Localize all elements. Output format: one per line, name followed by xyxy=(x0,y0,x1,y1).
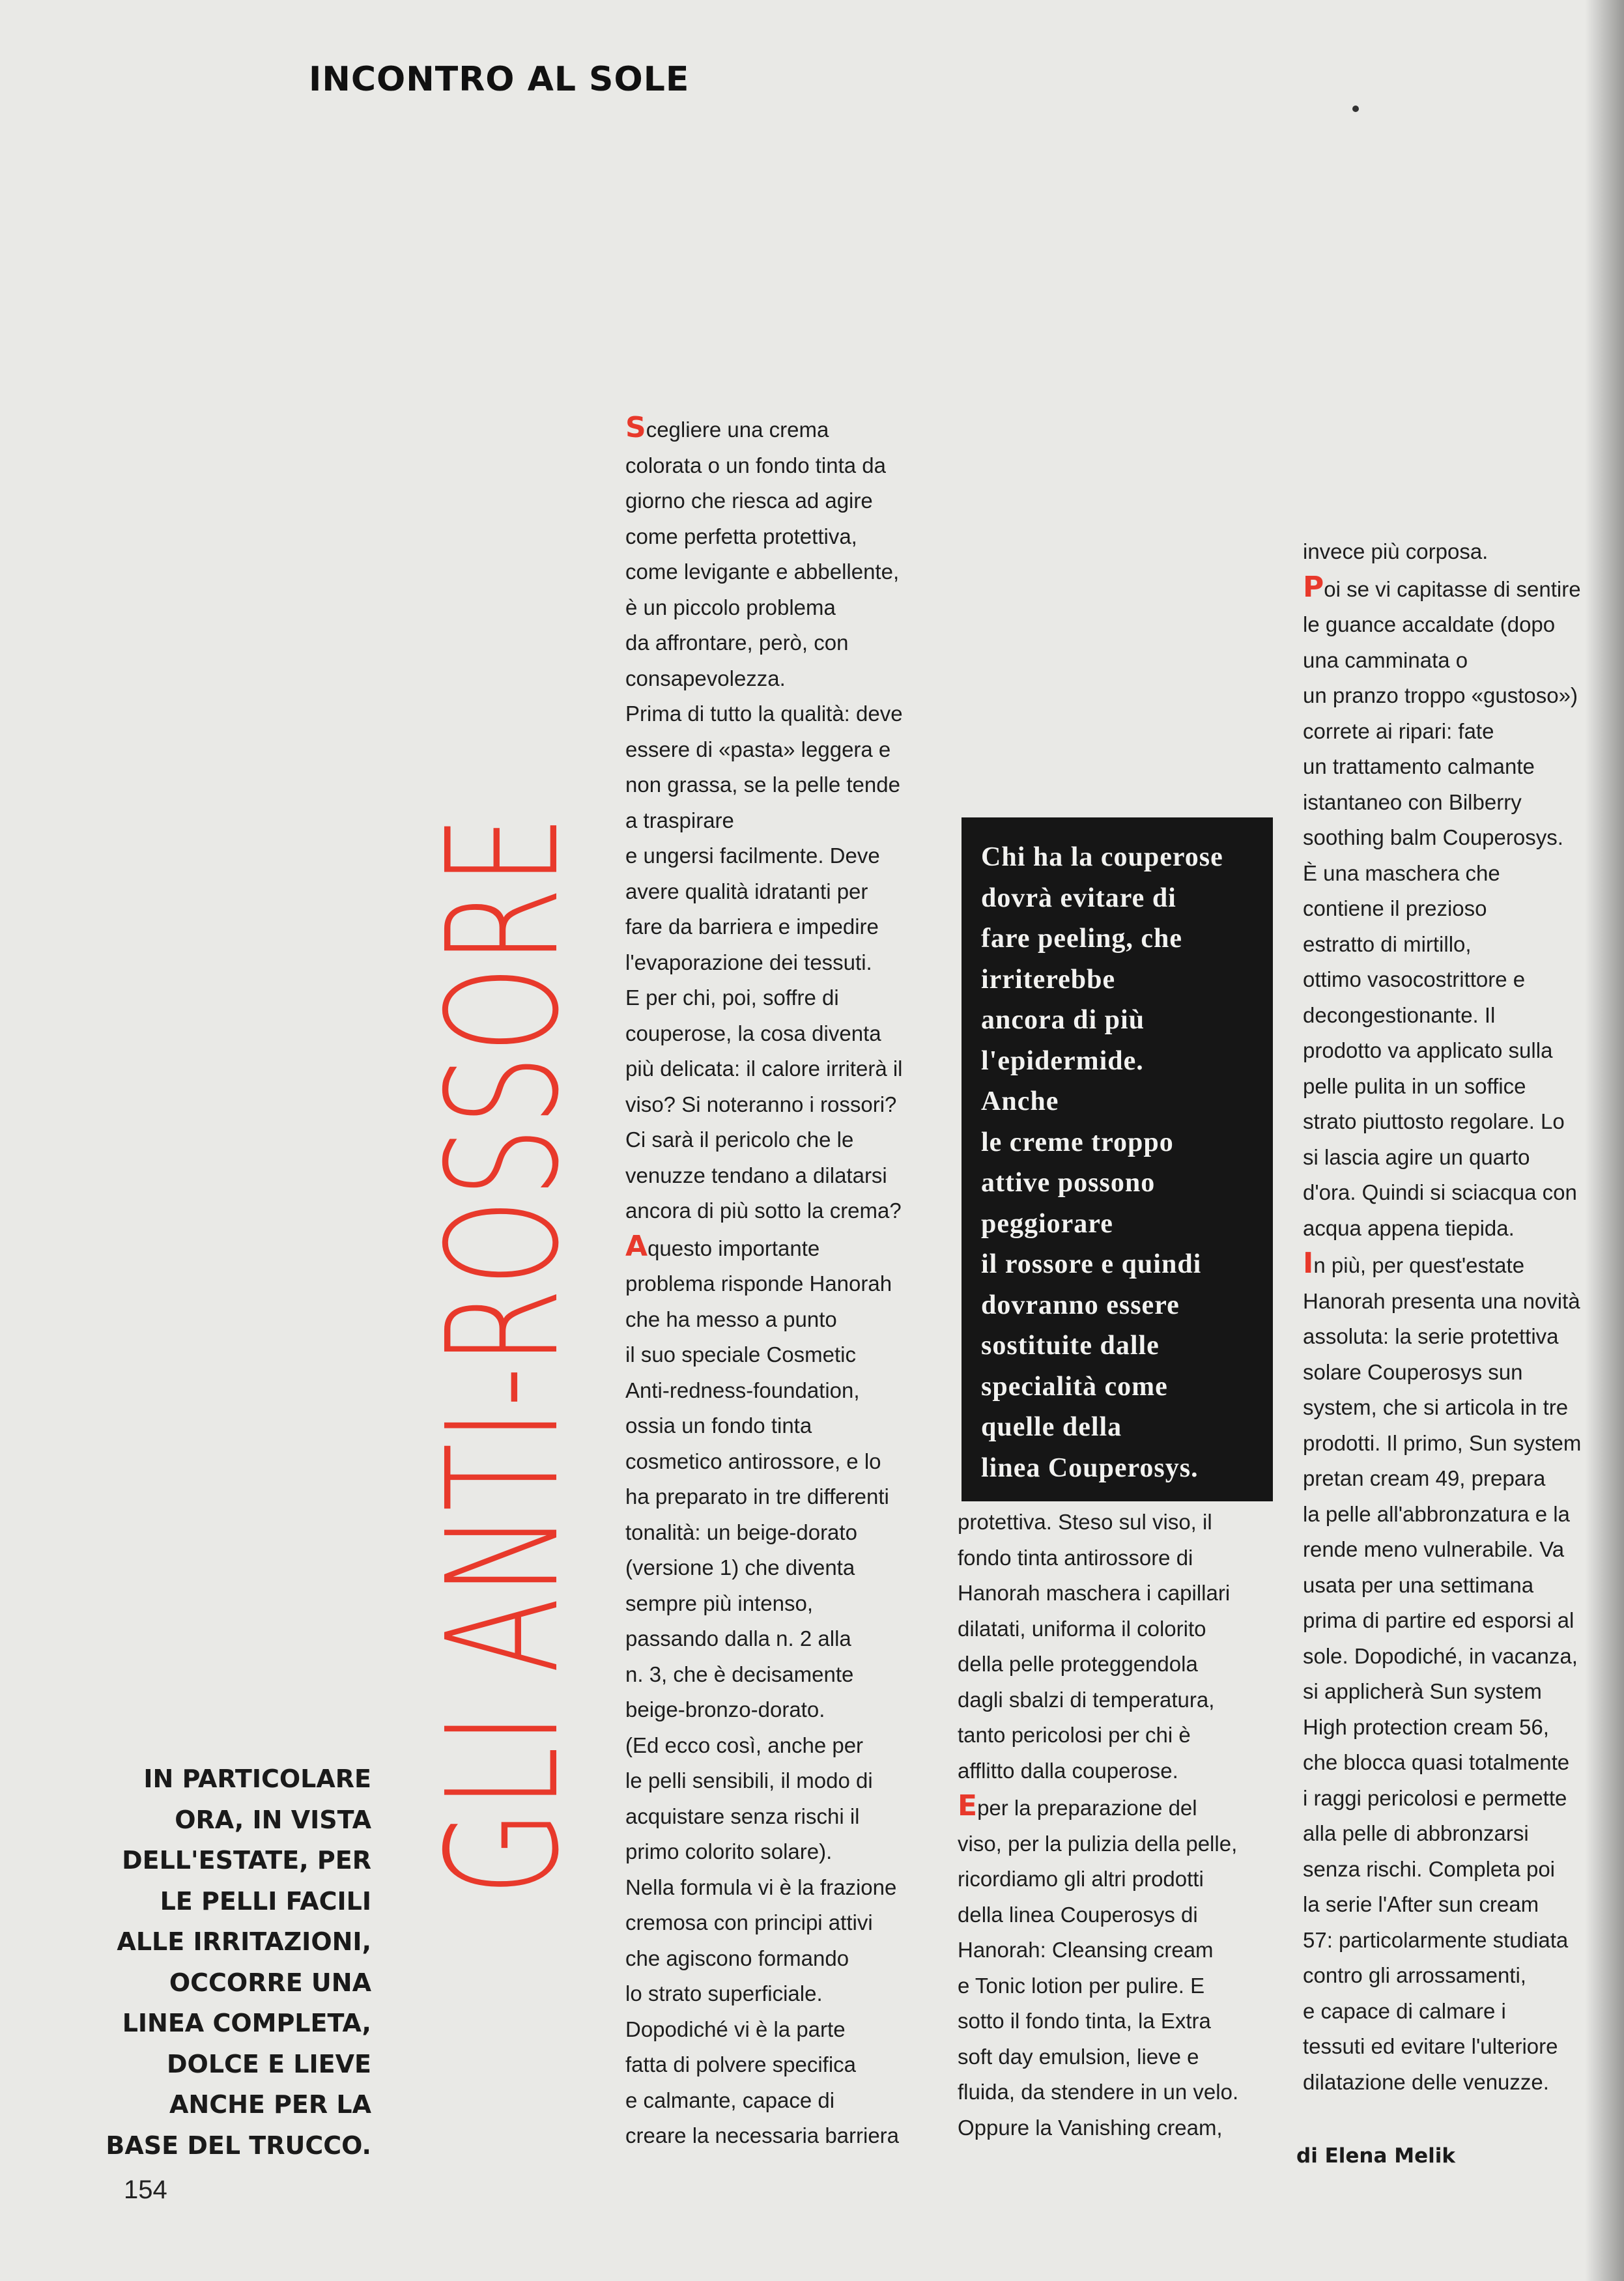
drop-cap-line-text: questo importante xyxy=(648,1236,820,1260)
body-text-line: fluida, da stendere in un velo. xyxy=(958,2080,1239,2104)
body-text-line: le pelli sensibili, il modo di xyxy=(625,1768,873,1792)
body-text-line: che agiscono formando xyxy=(625,1946,849,1970)
drop-cap: E xyxy=(958,1789,978,1822)
body-text-line: sempre più intenso, xyxy=(625,1591,813,1615)
body-text-line: Dopodiché vi è la parte xyxy=(625,2017,846,2041)
body-text-line: più delicata: il calore irriterà il xyxy=(625,1056,903,1081)
body-text-line: È una maschera che xyxy=(1303,860,1500,885)
text-column-2 xyxy=(958,1505,1277,2146)
section-label: INCONTRO AL SOLE xyxy=(309,60,690,99)
drop-cap-line-text: per la preparazione del xyxy=(977,1796,1197,1820)
body-text-line: non grassa, se la pelle tende xyxy=(625,772,900,797)
deck-line: ANCHE PER LA xyxy=(169,2090,371,2119)
text-column-3 xyxy=(1303,534,1603,2100)
body-text-line: dilatazione delle venuzze. xyxy=(1303,2069,1549,2094)
body-text-line: ricordiamo gli altri prodotti xyxy=(958,1867,1204,1891)
body-text-line: viso, per la pulizia della pelle, xyxy=(958,1831,1238,1856)
body-text-line: n. 3, che è decisamente xyxy=(625,1662,854,1686)
pull-quote xyxy=(962,817,1273,1501)
body-text-line: E per chi, poi, soffre di xyxy=(625,985,839,1010)
body-text-line: Nella formula vi è la frazione xyxy=(625,1875,897,1899)
body-text-line: sole. Dopodiché, in vacanza, xyxy=(1303,1643,1578,1668)
deck-line: DOLCE E LIEVE xyxy=(166,2049,371,2078)
body-text-line xyxy=(1303,1246,1603,1284)
body-text-line: pelle pulita in un soffice xyxy=(1303,1073,1526,1098)
body-text-line: Oppure la Vanishing cream, xyxy=(958,2115,1223,2140)
body-text-line: che ha messo a punto xyxy=(625,1307,837,1331)
body-text-line: viso? Si noteranno i rossori? xyxy=(625,1092,897,1116)
body-text-line: Prima di tutto la qualità: deve xyxy=(625,701,903,726)
pull-quote-line: dovrà evitare di xyxy=(981,883,1176,913)
pull-quote-line: Chi ha la couperose xyxy=(981,842,1223,872)
body-text-line: si applicherà Sun system xyxy=(1303,1679,1542,1703)
page-number: 154 xyxy=(124,2175,167,2204)
body-text-line: beige-bronzo-dorato. xyxy=(625,1697,825,1721)
body-text-line: come levigante e abbellente, xyxy=(625,560,900,584)
pull-quote-line: specialità come xyxy=(981,1371,1168,1402)
body-text-line: usata per una settimana xyxy=(1303,1572,1534,1597)
drop-cap: I xyxy=(1303,1247,1314,1280)
text-column-1 xyxy=(625,410,938,2154)
body-text-line: a traspirare xyxy=(625,808,734,832)
body-text-line: contro gli arrossamenti, xyxy=(1303,1963,1526,1987)
body-text-line: contiene il prezioso xyxy=(1303,896,1487,920)
deck-line: BASE DEL TRUCCO. xyxy=(106,2131,371,2160)
body-text-line: lo strato superficiale. xyxy=(625,1981,823,2005)
pull-quote-line: le creme troppo xyxy=(981,1127,1174,1157)
body-text-line: fare da barriera e impedire xyxy=(625,914,879,939)
drop-cap-line-text: oi se vi capitasse di sentire xyxy=(1324,576,1581,601)
body-text-line: della linea Couperosys di xyxy=(958,1902,1198,1927)
print-speck xyxy=(1352,106,1359,112)
body-text-line: fondo tinta antirossore di xyxy=(958,1545,1193,1570)
body-text-line: invece più corposa. xyxy=(1303,539,1489,563)
title-container xyxy=(403,547,605,2162)
pull-quote-line: peggiorare xyxy=(981,1208,1113,1239)
body-text-line: cosmetico antirossore, e lo xyxy=(625,1449,881,1473)
body-text-line: ossia un fondo tinta xyxy=(625,1413,812,1438)
body-text-line: una camminata o xyxy=(1303,647,1468,672)
deck-line: IN PARTICOLARE xyxy=(143,1764,371,1793)
body-text-line: soothing balm Couperosys. xyxy=(1303,825,1563,849)
body-text-line: estratto di mirtillo, xyxy=(1303,931,1472,956)
body-text-line: la serie l'After sun cream xyxy=(1303,1892,1539,1916)
body-text-line: ha preparato in tre differenti xyxy=(625,1484,889,1509)
body-text-line: tessuti ed evitare l'ulteriore xyxy=(1303,2034,1558,2058)
drop-cap: P xyxy=(1303,570,1324,604)
pull-quote-line: dovranno essere xyxy=(981,1290,1180,1320)
body-text-line: tanto pericolosi per chi è xyxy=(958,1723,1191,1747)
pull-quote-text xyxy=(981,837,1223,1488)
body-text-line xyxy=(1303,570,1603,608)
body-text-line: d'ora. Quindi si sciacqua con xyxy=(1303,1180,1577,1204)
body-text-line: ancora di più sotto la crema? xyxy=(625,1198,902,1223)
body-text-line: il suo speciale Cosmetic xyxy=(625,1342,856,1367)
pull-quote-line: il rossore e quindi xyxy=(981,1249,1202,1279)
body-text-line: Ci sarà il pericolo che le xyxy=(625,1127,854,1152)
body-text-line: e ungersi facilmente. Deve xyxy=(625,843,880,868)
body-text-line: prodotti. Il primo, Sun system xyxy=(1303,1430,1582,1455)
body-text-line: si lascia agire un quarto xyxy=(1303,1144,1530,1169)
body-text-line: e Tonic lotion per pulire. E xyxy=(958,1973,1205,1998)
drop-cap: S xyxy=(625,411,646,444)
body-text-line: l'evaporazione dei tessuti. xyxy=(625,950,872,974)
body-text-line: prima di partire ed esporsi al xyxy=(1303,1608,1574,1632)
pull-quote-line: irriterebbe xyxy=(981,964,1116,995)
body-text-line: fatta di polvere specifica xyxy=(625,2052,857,2076)
pull-quote-line: linea Couperosys. xyxy=(981,1452,1199,1483)
body-text-line: che blocca quasi totalmente xyxy=(1303,1750,1570,1774)
body-text-line: un pranzo troppo «gustoso») xyxy=(1303,683,1578,707)
body-text-line: cremosa con principi attivi xyxy=(625,1910,873,1934)
body-text-line: istantaneo con Bilberry xyxy=(1303,789,1522,814)
body-text-line: creare la necessaria barriera xyxy=(625,2123,900,2147)
page-edge-shadow xyxy=(1585,0,1624,2281)
body-text-line: giorno che riesca ad agire xyxy=(625,489,873,513)
pull-quote-line: l'epidermide. xyxy=(981,1045,1144,1076)
body-text-line: la pelle all'abbronzatura e la xyxy=(1303,1501,1570,1526)
body-text-line: (versione 1) che diventa xyxy=(625,1555,855,1580)
body-text-line: dilatati, uniforma il colorito xyxy=(958,1616,1206,1641)
body-text-line: Anti-redness-foundation, xyxy=(625,1378,860,1402)
deck-line: OCCORRE UNA xyxy=(169,1968,371,1997)
body-text-line: afflitto dalla couperose. xyxy=(958,1758,1178,1783)
body-text-line: Hanorah maschera i capillari xyxy=(958,1581,1231,1605)
body-text-line: 57: particolarmente studiata xyxy=(1303,1927,1569,1952)
article-deck xyxy=(98,1759,371,2166)
pull-quote-line: fare peeling, che xyxy=(981,924,1182,954)
body-text-line: pretan cream 49, prepara xyxy=(1303,1466,1546,1490)
body-text-line: come perfetta protettiva, xyxy=(625,524,857,548)
body-text-line: un trattamento calmante xyxy=(1303,754,1535,778)
body-text-line: solare Couperosys sun xyxy=(1303,1359,1523,1384)
body-text-line: soft day emulsion, lieve e xyxy=(958,2044,1199,2069)
body-text-line: strato piuttosto regolare. Lo xyxy=(1303,1109,1565,1133)
pull-quote-line: attive possono xyxy=(981,1168,1156,1198)
body-text-line: Hanorah: Cleansing cream xyxy=(958,1938,1214,1962)
body-text-line xyxy=(625,1229,938,1267)
drop-cap: A xyxy=(625,1229,648,1263)
deck-line: DELL'ESTATE, PER xyxy=(122,1846,371,1875)
body-text-line: ottimo vasocostrittore e xyxy=(1303,967,1526,991)
body-text-line: system, che si articola in tre xyxy=(1303,1395,1569,1419)
body-text-line: consapevolezza. xyxy=(625,666,786,690)
body-text-line: prodotto va applicato sulla xyxy=(1303,1038,1553,1062)
body-text-line: protettiva. Steso sul viso, il xyxy=(958,1510,1212,1534)
body-text-line xyxy=(625,410,938,448)
deck-line: ALLE IRRITAZIONI, xyxy=(117,1927,371,1956)
body-text-line: da affrontare, però, con xyxy=(625,630,849,655)
body-text-line: alla pelle di abbronzarsi xyxy=(1303,1821,1529,1845)
body-text-line: e capace di calmare i xyxy=(1303,1998,1506,2023)
body-text-line xyxy=(958,1789,1277,1826)
article-title-text: GLI ANTI-ROSSORE xyxy=(414,814,593,1896)
body-text-line: acquistare senza rischi il xyxy=(625,1804,860,1828)
body-text-line: (Ed ecco così, anche per xyxy=(625,1733,864,1757)
drop-cap-line-text: cegliere una crema xyxy=(646,418,829,442)
body-text-line: problema risponde Hanorah xyxy=(625,1271,892,1296)
body-text-line: primo colorito solare). xyxy=(625,1839,833,1863)
body-text-line: dagli sbalzi di temperatura, xyxy=(958,1687,1215,1712)
pull-quote-line: ancora di più xyxy=(981,1005,1145,1035)
body-text-line: le guance accaldate (dopo xyxy=(1303,612,1556,636)
body-text-line: correte ai ripari: fate xyxy=(1303,718,1494,743)
pull-quote-line: sostituite dalle xyxy=(981,1331,1160,1361)
pull-quote-line: Anche xyxy=(981,1086,1059,1116)
pull-quote-line: quelle della xyxy=(981,1412,1122,1442)
body-text-line: rende meno vulnerabile. Va xyxy=(1303,1537,1565,1561)
body-text-line: è un piccolo problema xyxy=(625,595,836,619)
body-text-line: decongestionante. Il xyxy=(1303,1002,1496,1027)
byline: di Elena Melik xyxy=(1296,2144,1455,2168)
deck-line: LINEA COMPLETA, xyxy=(122,2009,371,2037)
body-text-line: sotto il fondo tinta, la Extra xyxy=(958,2009,1211,2033)
body-text-line: e calmante, capace di xyxy=(625,2088,835,2112)
body-text-line: couperose, la cosa diventa xyxy=(625,1021,881,1045)
body-text-line: colorata o un fondo tinta da xyxy=(625,453,886,477)
article-title xyxy=(414,603,593,2106)
body-text-line: assoluta: la serie protettiva xyxy=(1303,1324,1559,1348)
body-text-line: della pelle proteggendola xyxy=(958,1652,1198,1676)
body-text-line: senza rischi. Completa poi xyxy=(1303,1856,1556,1881)
body-text-line: tonalità: un beige-dorato xyxy=(625,1520,857,1544)
body-text-line: venuzze tendano a dilatarsi xyxy=(625,1163,887,1187)
body-text-line: acqua appena tiepida. xyxy=(1303,1215,1515,1240)
deck-line: LE PELLI FACILI xyxy=(160,1886,371,1916)
drop-cap-line-text: n più, per quest'estate xyxy=(1313,1253,1525,1277)
body-text-line: passando dalla n. 2 alla xyxy=(625,1626,851,1651)
body-text-line: High protection cream 56, xyxy=(1303,1714,1549,1739)
body-text-line: i raggi pericolosi e permette xyxy=(1303,1785,1567,1810)
body-text-line: Hanorah presenta una novità xyxy=(1303,1288,1580,1313)
deck-line: ORA, IN VISTA xyxy=(175,1805,371,1834)
body-text-line: essere di «pasta» leggera e xyxy=(625,737,891,761)
body-text-line: avere qualità idratanti per xyxy=(625,879,868,903)
